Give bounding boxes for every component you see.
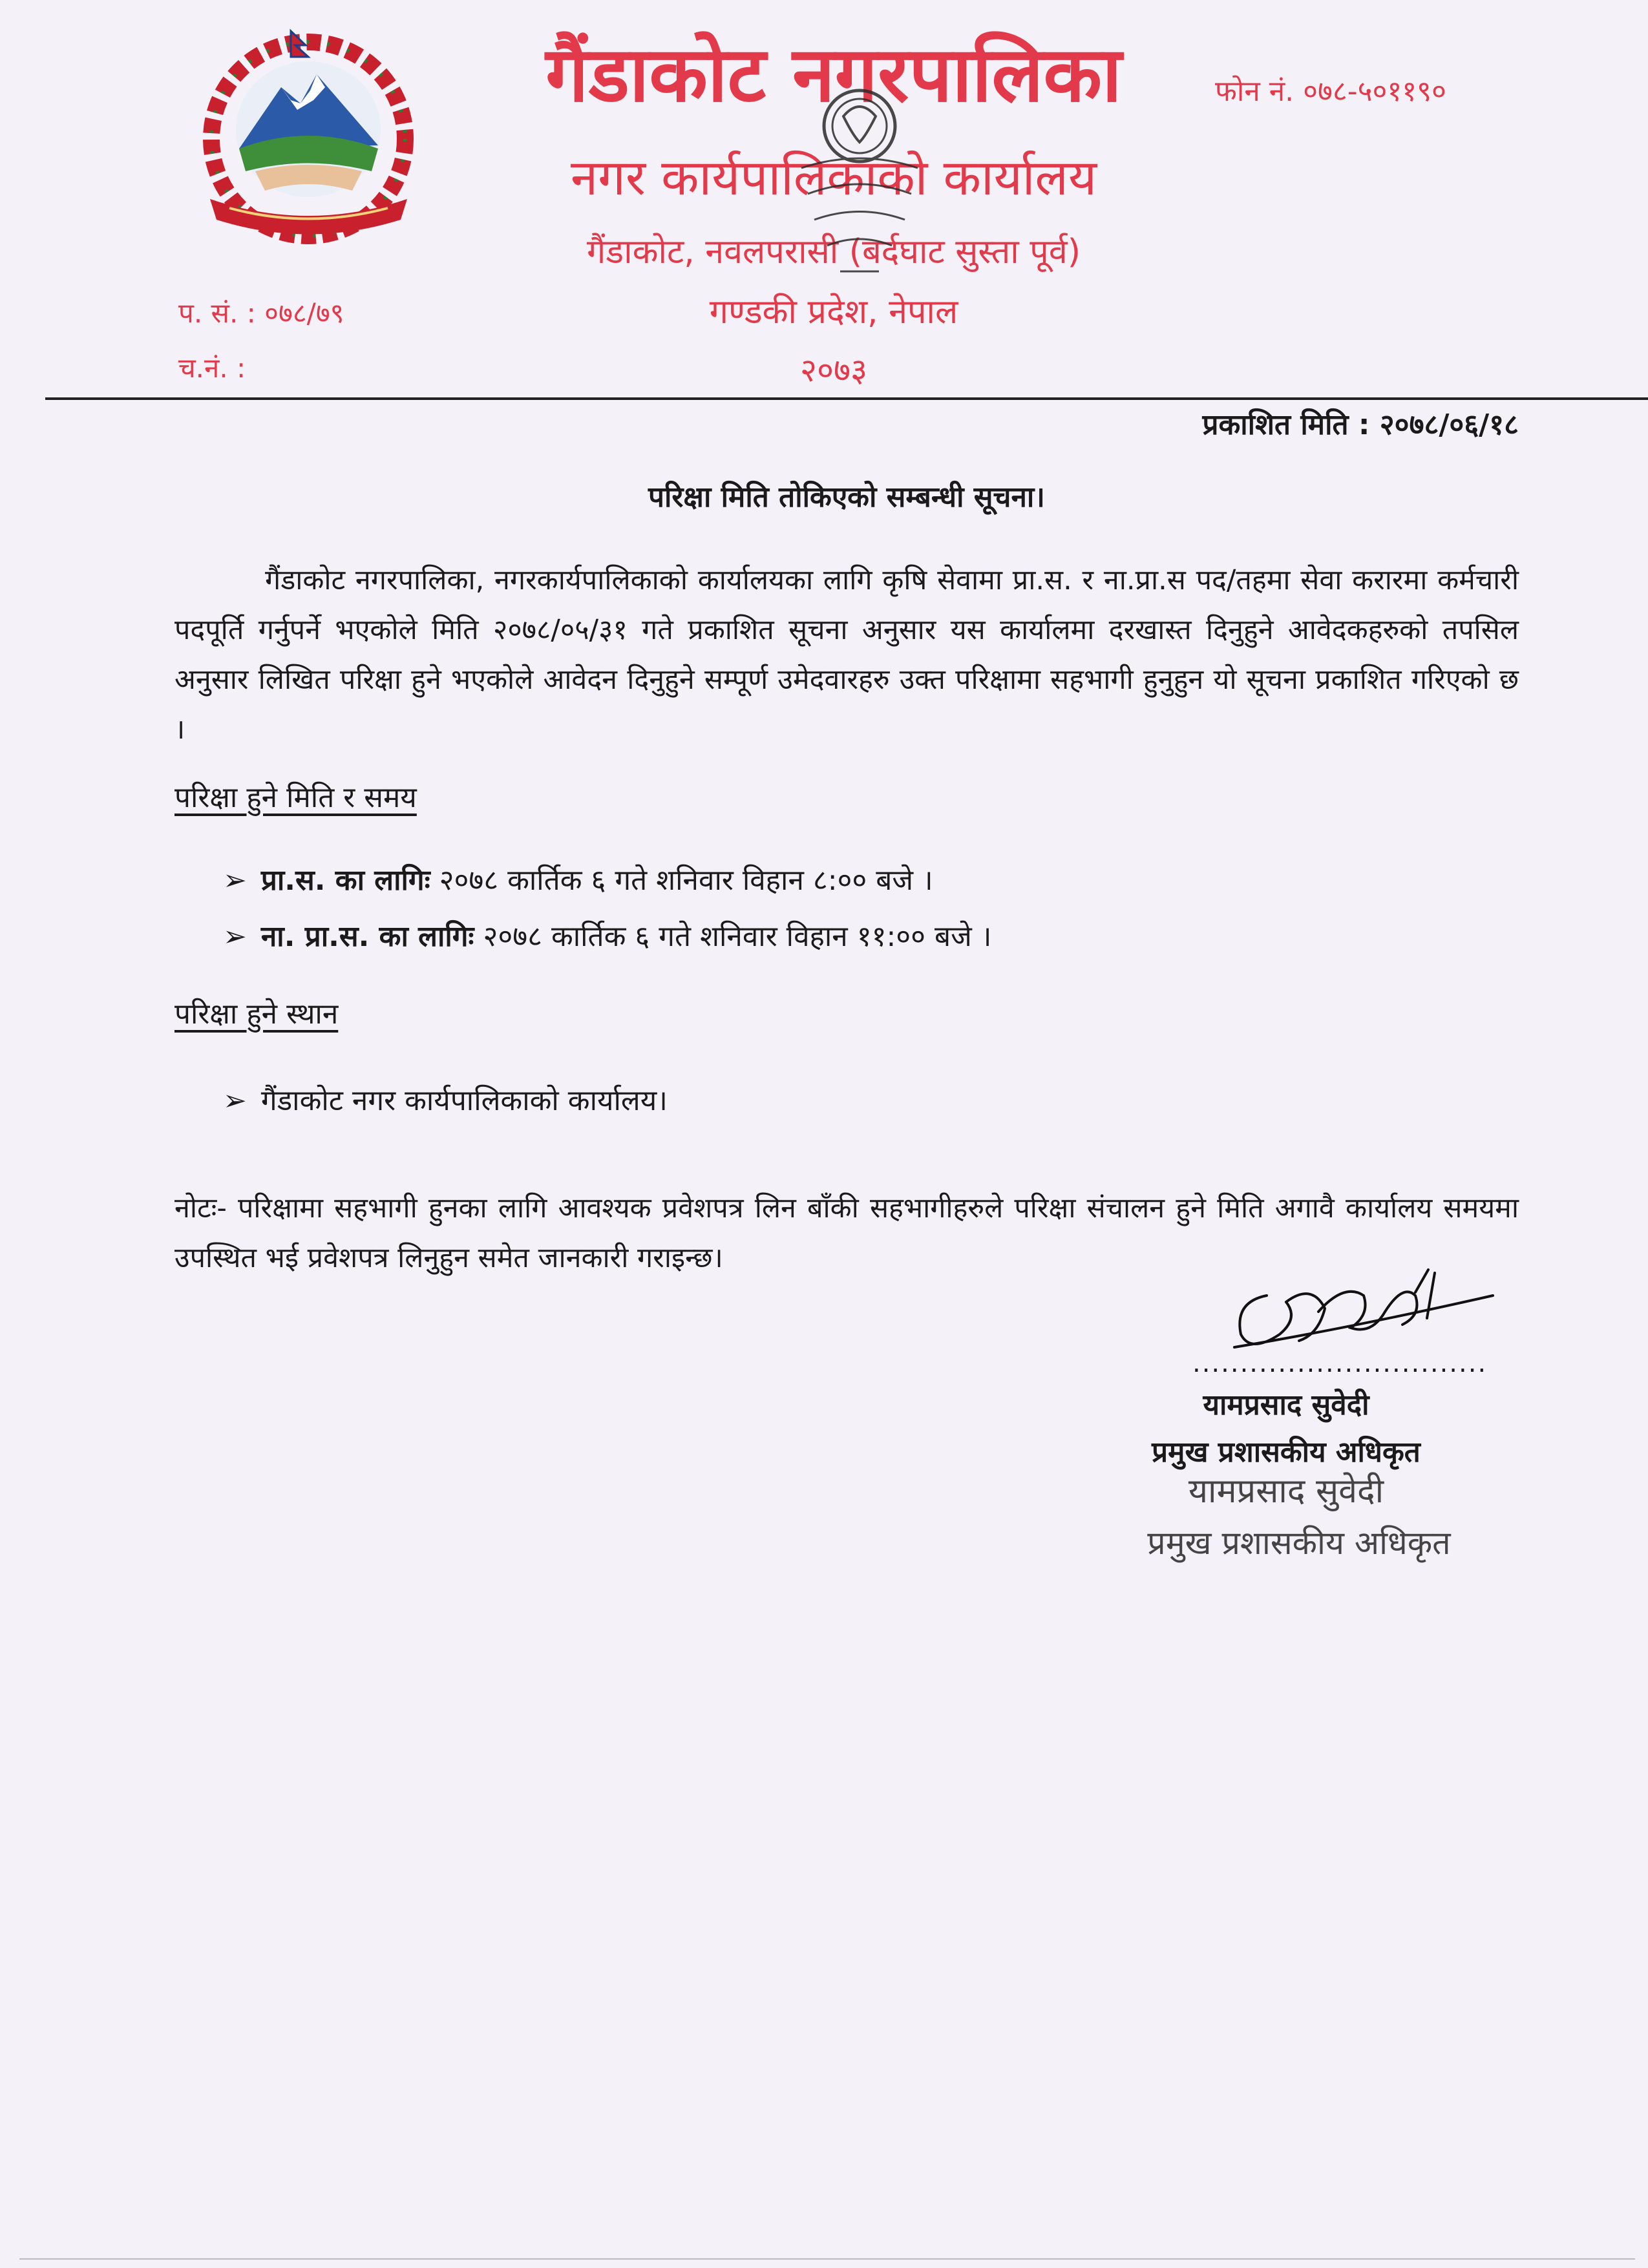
schedule-item-label: प्रा.स. का लागिः	[260, 864, 430, 897]
schedule-item-2	[223, 918, 991, 956]
schedule-item-1	[223, 861, 933, 900]
office-address: गैंडाकोट, नवलपरासी (बर्दघाट सुस्ता पूर्व)	[587, 233, 1081, 271]
signatory-name: यामप्रसाद सुवेदी	[1203, 1389, 1369, 1422]
scan-edge-line	[19, 2258, 1635, 2260]
notice-heading: परिक्षा मिति तोकिएको सम्बन्धी सूचना।	[648, 481, 1045, 514]
phone-number: फोन नं. ०७८-५०११९०	[1215, 75, 1446, 108]
venue-item-text: गैंडाकोट नगर कार्यपालिकाको कार्यालय।	[260, 1084, 668, 1117]
signature-line: ...............................	[1192, 1349, 1488, 1378]
established-year: २०७३	[800, 352, 867, 389]
stamp-signatory-title: प्रमुख प्रशासकीय अधिकृत	[1147, 1524, 1451, 1562]
arrow-bullet-icon: ➢	[223, 1084, 247, 1117]
nepal-emblem-logo	[184, 26, 433, 246]
stamp-signatory-name: यामप्रसाद सुवेदी	[1188, 1472, 1384, 1511]
reference-number: प. सं. : ०७८/७९	[178, 297, 344, 329]
schedule-item-text: २०७८ कार्तिक ६ गते शनिवार विहान ८:०० बजे ।	[439, 864, 933, 897]
arrow-bullet-icon: ➢	[223, 864, 247, 897]
office-province: गण्डकी प्रदेश, नेपाल	[709, 293, 958, 331]
header-divider	[45, 397, 1648, 400]
signatory-title: प्रमुख प्रशासकीय अधिकृत	[1152, 1436, 1421, 1469]
notice-body-text: गैंडाकोट नगरपालिका, नगरकार्यपालिकाको कार्यालयका लागि कृषि सेवामा प्रा.स. र ना.प्रा.स पद/तहमा सेवा करारमा कर्मचारी पदपूर्ति गर्नुपर्ने भएकोले मिति २०७८/०५/३१ गते प्रकाशित सूचना अनुसार यस कार्यालमा दरखास्त दिनुहुने आवेदकहरुको तपसिल अनुसार लिखित परिक्षा हुने भएकोले आवेदन दिनुहुने सम्पूर्ण उमेदवारहरु उक्त परिक्षामा सहभागी हुनुहुन यो सूचना प्रकाशित गरिएको छ ।	[174, 564, 1519, 746]
municipality-title: गैंडाकोट नगरपालिका	[545, 30, 1122, 119]
published-date: प्रकाशित मिति : २०७८/०६/१८	[1202, 408, 1519, 441]
notice-note: नोटः- परिक्षामा सहभागी हुनका लागि आवश्यक प्रवेशपत्र लिन बाँकी सहभागीहरुले परिक्षा संचालन हुने मिति अगावै कार्यालय समयमा उपस्थित भई प्रवेशपत्र लिनुहुन समेत जानकारी गराइन्छ।	[174, 1192, 1519, 1274]
dispatch-number: च.नं. :	[178, 352, 246, 384]
notice-body-paragraph	[174, 556, 1519, 755]
schedule-item-label: ना. प्रा.स. का लागिः	[260, 920, 474, 953]
venue-section-title: परिक्षा हुने स्थान	[174, 998, 339, 1031]
arrow-bullet-icon: ➢	[223, 920, 247, 953]
venue-item	[223, 1082, 668, 1120]
schedule-section-title: परिक्षा हुने मिति र समय	[174, 781, 417, 814]
office-subtitle: नगर कार्यपालिकाको कार्यालय	[570, 149, 1097, 206]
office-seal-stamp	[763, 78, 956, 310]
schedule-item-text: २०७८ कार्तिक ६ गते शनिवार विहान ११:०० बजे ।	[483, 920, 992, 953]
